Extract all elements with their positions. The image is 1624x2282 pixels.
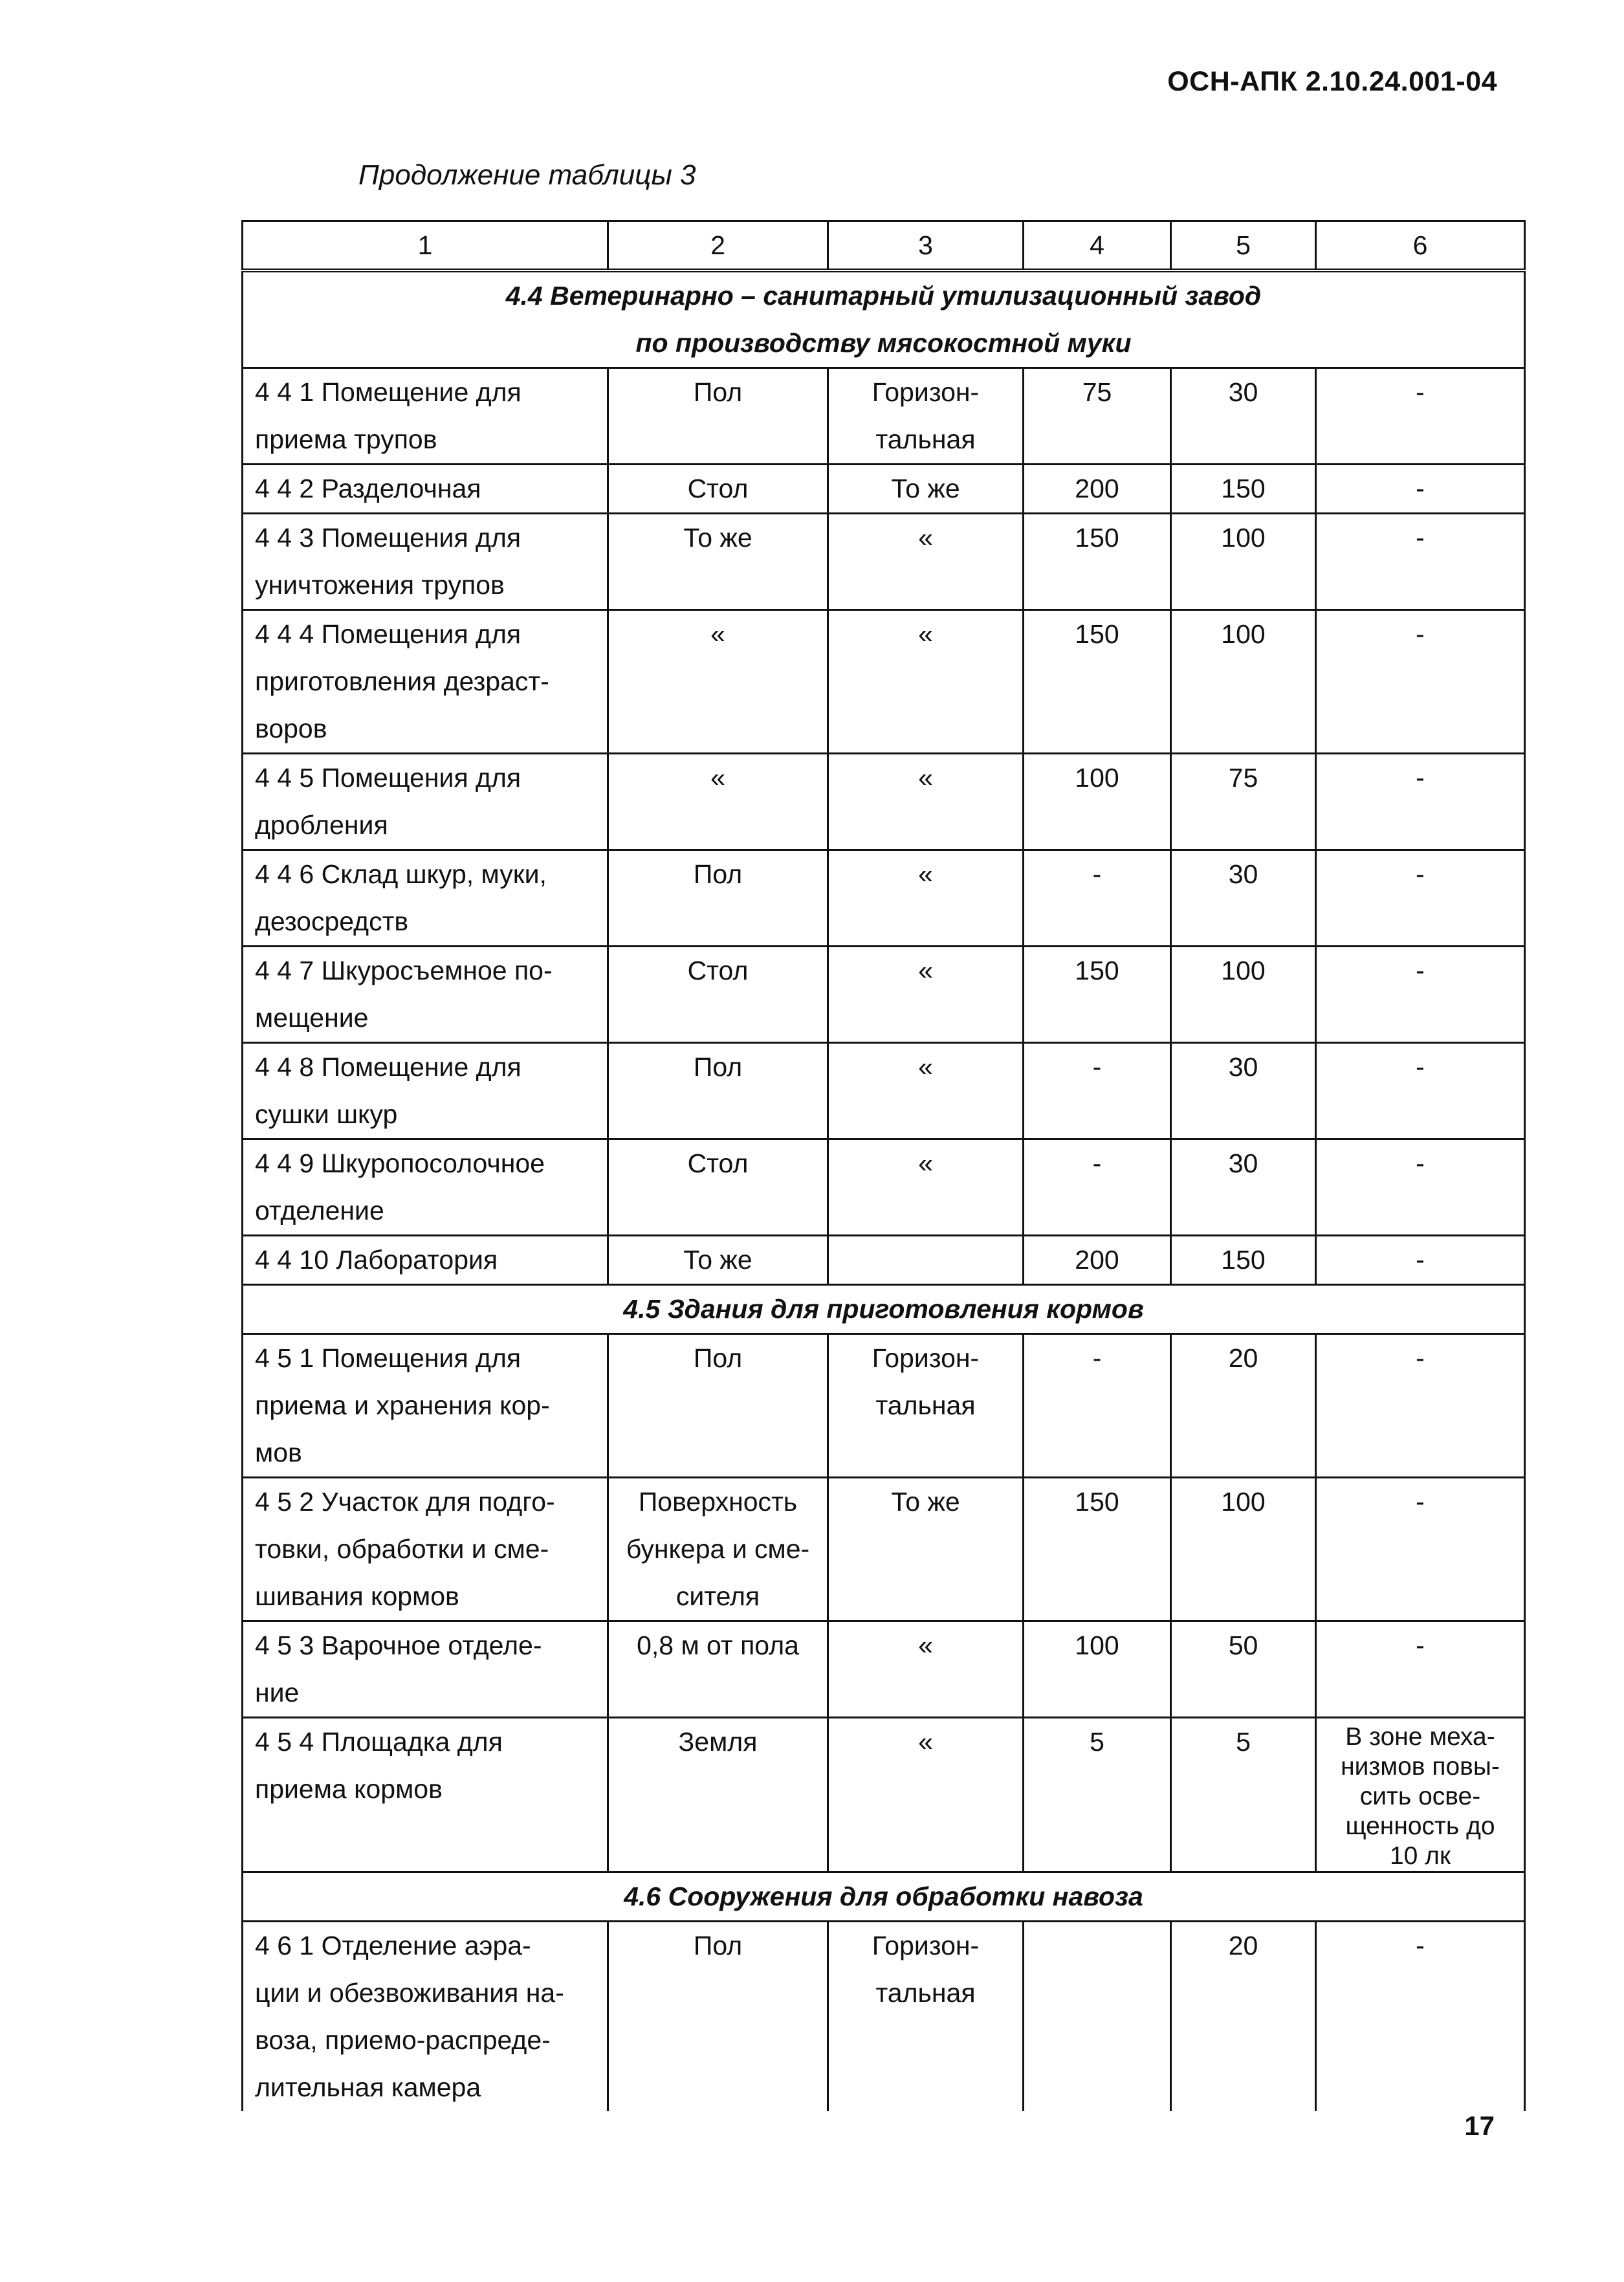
value-col-4: 150 — [1024, 947, 1171, 1043]
value-col-5: 100 — [1171, 610, 1316, 754]
note-col-6: - — [1316, 1621, 1525, 1718]
working-surface: « — [608, 610, 828, 754]
table-row — [243, 947, 1525, 1043]
table-continuation-caption: Продолжение таблицы 3 — [358, 159, 696, 191]
surface-plane: Горизон- тальная — [828, 1922, 1024, 2112]
table-row — [243, 368, 1525, 465]
room-name: 4 4 4 Помещения для приготовления дезраст- воров — [243, 610, 608, 754]
value-col-4: 75 — [1024, 368, 1171, 465]
room-name: 4 4 6 Склад шкур, муки, дезосредств — [243, 850, 608, 947]
note-col-6: - — [1316, 368, 1525, 465]
value-col-5: 100 — [1171, 1478, 1316, 1621]
column-number-3: 3 — [828, 221, 1024, 271]
value-col-4: - — [1024, 850, 1171, 947]
room-name: 4 5 4 Площадка для приема кормов — [243, 1718, 608, 1872]
working-surface: Пол — [608, 1334, 828, 1478]
surface-plane: « — [828, 1718, 1024, 1872]
surface-plane — [828, 1236, 1024, 1285]
value-col-4: 150 — [1024, 514, 1171, 610]
note-col-6: - — [1316, 514, 1525, 610]
column-number-6: 6 — [1316, 221, 1525, 271]
note-col-6: - — [1316, 1922, 1525, 2112]
surface-plane: « — [828, 947, 1024, 1043]
table-row — [243, 1718, 1525, 1872]
value-col-5: 30 — [1171, 368, 1316, 465]
note-col-6: - — [1316, 1043, 1525, 1139]
surface-plane: То же — [828, 1478, 1024, 1621]
surface-plane: « — [828, 1621, 1024, 1718]
column-number-1: 1 — [243, 221, 608, 271]
page-number: 17 — [1464, 2111, 1495, 2141]
value-col-4: - — [1024, 1334, 1171, 1478]
value-col-4: 100 — [1024, 754, 1171, 850]
section-heading-4-5: 4.5 Здания для приготовления кормов — [243, 1285, 1525, 1334]
note-col-6: - — [1316, 754, 1525, 850]
surface-plane: « — [828, 754, 1024, 850]
working-surface: Пол — [608, 850, 828, 947]
value-col-5: 50 — [1171, 1621, 1316, 1718]
room-name: 4 4 7 Шкуросъемное по- мещение — [243, 947, 608, 1043]
room-name: 4 4 9 Шкуропосолочное отделение — [243, 1139, 608, 1236]
table-row — [243, 754, 1525, 850]
table-row — [243, 1236, 1525, 1285]
working-surface: Пол — [608, 1922, 828, 2112]
column-number-2: 2 — [608, 221, 828, 271]
section-heading-4-6: 4.6 Сооружения для обработки навоза — [243, 1872, 1525, 1922]
section-heading-row — [243, 1285, 1525, 1334]
working-surface: Пол — [608, 1043, 828, 1139]
value-col-4 — [1024, 1922, 1171, 2112]
value-col-5: 30 — [1171, 1139, 1316, 1236]
room-name: 4 4 5 Помещения для дробления — [243, 754, 608, 850]
section-heading-row — [243, 1872, 1525, 1922]
working-surface: То же — [608, 1236, 828, 1285]
note-col-6: - — [1316, 947, 1525, 1043]
table-row — [243, 1922, 1525, 2112]
value-col-5: 100 — [1171, 947, 1316, 1043]
table-row — [243, 850, 1525, 947]
surface-plane: То же — [828, 465, 1024, 514]
note-col-6: В зоне меха- низмов повы- сить осве- щенность до 10 лк — [1316, 1718, 1525, 1872]
table-row — [243, 1478, 1525, 1621]
value-col-5: 150 — [1171, 1236, 1316, 1285]
surface-plane: « — [828, 850, 1024, 947]
column-number-5: 5 — [1171, 221, 1316, 271]
room-name: 4 6 1 Отделение аэра- ции и обезвоживания на- воза, приемо-распреде- лительная камера — [243, 1922, 608, 2112]
value-col-4: 5 — [1024, 1718, 1171, 1872]
working-surface: Земля — [608, 1718, 828, 1872]
working-surface: Поверхность бункера и сме- сителя — [608, 1478, 828, 1621]
room-name: 4 5 1 Помещения для приема и хранения кор- мов — [243, 1334, 608, 1478]
column-number-row — [243, 221, 1525, 271]
column-number-4: 4 — [1024, 221, 1171, 271]
table-row — [243, 514, 1525, 610]
lighting-norms-table — [241, 220, 1524, 2111]
working-surface: « — [608, 754, 828, 850]
surface-plane: « — [828, 610, 1024, 754]
value-col-4: 150 — [1024, 1478, 1171, 1621]
room-name: 4 4 2 Разделочная — [243, 465, 608, 514]
value-col-4: 200 — [1024, 1236, 1171, 1285]
working-surface: Стол — [608, 947, 828, 1043]
room-name: 4 5 3 Варочное отделе- ние — [243, 1621, 608, 1718]
table-row — [243, 1621, 1525, 1718]
surface-plane: Горизон- тальная — [828, 1334, 1024, 1478]
value-col-5: 100 — [1171, 514, 1316, 610]
room-name: 4 4 1 Помещение для приема трупов — [243, 368, 608, 465]
surface-plane: Горизон- тальная — [828, 368, 1024, 465]
note-col-6: - — [1316, 850, 1525, 947]
working-surface: Стол — [608, 465, 828, 514]
surface-plane: « — [828, 1043, 1024, 1139]
section-heading-4-4: 4.4 Ветеринарно – санитарный утилизационный завод по производству мясокостной муки — [243, 270, 1525, 368]
room-name: 4 4 3 Помещения для уничтожения трупов — [243, 514, 608, 610]
room-name: 4 4 10 Лаборатория — [243, 1236, 608, 1285]
working-surface: То же — [608, 514, 828, 610]
value-col-4: 100 — [1024, 1621, 1171, 1718]
note-col-6: - — [1316, 610, 1525, 754]
room-name: 4 5 2 Участок для подго- товки, обработки и сме- шивания кормов — [243, 1478, 608, 1621]
surface-plane: « — [828, 1139, 1024, 1236]
surface-plane: « — [828, 514, 1024, 610]
document-code: ОСН-АПК 2.10.24.001-04 — [1167, 66, 1497, 97]
value-col-4: 150 — [1024, 610, 1171, 754]
table-row — [243, 1139, 1525, 1236]
value-col-5: 150 — [1171, 465, 1316, 514]
table-row — [243, 1043, 1525, 1139]
table-row — [243, 610, 1525, 754]
note-col-6: - — [1316, 1478, 1525, 1621]
value-col-5: 20 — [1171, 1334, 1316, 1478]
value-col-4: - — [1024, 1139, 1171, 1236]
working-surface: Пол — [608, 368, 828, 465]
note-col-6: - — [1316, 1334, 1525, 1478]
room-name: 4 4 8 Помещение для сушки шкур — [243, 1043, 608, 1139]
section-heading-row — [243, 270, 1525, 368]
value-col-5: 30 — [1171, 1043, 1316, 1139]
value-col-5: 5 — [1171, 1718, 1316, 1872]
note-col-6: - — [1316, 1139, 1525, 1236]
table-row — [243, 1334, 1525, 1478]
table-row — [243, 465, 1525, 514]
value-col-5: 30 — [1171, 850, 1316, 947]
value-col-5: 75 — [1171, 754, 1316, 850]
value-col-4: - — [1024, 1043, 1171, 1139]
note-col-6: - — [1316, 1236, 1525, 1285]
working-surface: 0,8 м от пола — [608, 1621, 828, 1718]
value-col-5: 20 — [1171, 1922, 1316, 2112]
value-col-4: 200 — [1024, 465, 1171, 514]
note-col-6: - — [1316, 465, 1525, 514]
working-surface: Стол — [608, 1139, 828, 1236]
